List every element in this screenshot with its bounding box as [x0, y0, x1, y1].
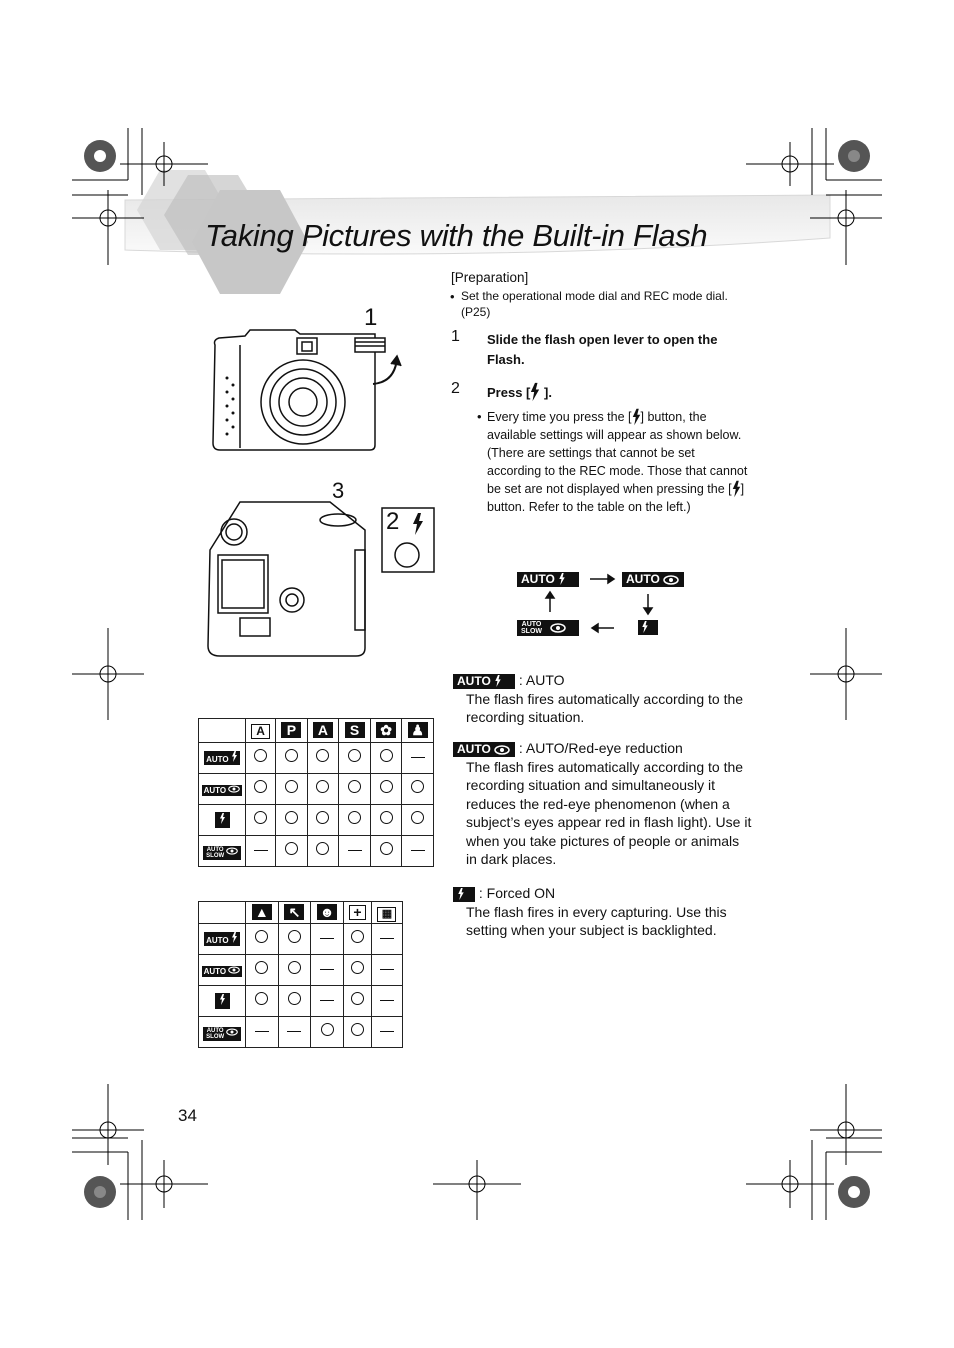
table-row	[199, 924, 403, 955]
mode-auto-redeye-heading	[453, 739, 753, 758]
unavailable-mark	[311, 955, 344, 986]
page-number: 34	[178, 1106, 197, 1125]
mode-auto-label: : AUTO	[518, 672, 565, 688]
table2-header-row	[199, 902, 403, 924]
unavailable-mark	[339, 836, 371, 867]
available-mark	[246, 805, 276, 836]
available-mark	[278, 955, 311, 986]
figure-label-2: 2	[386, 508, 400, 535]
table2-header-cell	[343, 902, 371, 924]
step-2-note	[487, 408, 749, 516]
available-mark	[339, 805, 371, 836]
mode-auto-heading	[453, 671, 753, 690]
available-mark	[343, 1017, 371, 1048]
available-mark	[402, 774, 434, 805]
available-mark	[307, 743, 339, 774]
night-portrait-icon: ☻	[317, 904, 337, 920]
available-mark	[246, 743, 276, 774]
available-mark	[343, 986, 371, 1017]
auto-redeye-badge: AUTO	[202, 785, 243, 796]
table1-corner	[199, 719, 246, 743]
person-icon: ♟	[408, 722, 428, 738]
row-mode-cell	[199, 805, 246, 836]
available-mark	[276, 743, 308, 774]
flash-icon	[457, 888, 465, 900]
available-mark	[246, 924, 279, 955]
figure-label-1: 1	[364, 304, 378, 331]
row-mode-cell	[199, 743, 246, 774]
preparation-bullet: Set the operational mode dial and REC mode dial. (P25)	[461, 289, 728, 319]
table-row	[199, 955, 403, 986]
table2-header-cell	[311, 902, 344, 924]
unavailable-mark	[371, 986, 402, 1017]
auto-label: AUTO	[521, 572, 555, 587]
table2-header-cell	[371, 902, 402, 924]
table1-header-cell	[339, 719, 371, 743]
unavailable-mark	[371, 1017, 402, 1048]
available-mark	[246, 986, 279, 1017]
unavailable-mark	[311, 986, 344, 1017]
macro-icon: ✿	[376, 722, 396, 738]
available-mark	[307, 805, 339, 836]
unavailable-mark	[371, 924, 402, 955]
available-mark	[307, 774, 339, 805]
auto-badge	[453, 674, 515, 689]
available-mark	[339, 743, 371, 774]
auto-badge: AUTO	[204, 932, 240, 946]
preparation-label: [Preparation]	[451, 270, 529, 285]
available-mark	[311, 1017, 344, 1048]
preparation-bullet-dot: •	[450, 289, 455, 304]
table-row	[199, 836, 434, 867]
table-row	[199, 805, 434, 836]
table1-header-cell	[307, 719, 339, 743]
step-2-note-part3: ] button. Refer to the table on the left.)	[487, 482, 745, 514]
available-mark	[343, 924, 371, 955]
row-mode-cell	[199, 836, 246, 867]
table1-header-cell	[276, 719, 308, 743]
auto-slow-badge: AUTO SLOW	[203, 1027, 241, 1041]
movie-icon: ▦	[377, 907, 396, 922]
step-2-note-part1: Every time you press the [	[487, 410, 632, 424]
auto-redeye-badge	[453, 742, 515, 757]
page-title: Taking Pictures with the Built-in Flash	[205, 218, 708, 253]
auto-label: AUTO	[457, 673, 491, 688]
available-mark	[370, 836, 402, 867]
sports-icon: ↖	[284, 904, 304, 920]
unavailable-mark	[246, 836, 276, 867]
available-mark	[278, 924, 311, 955]
auto-label: AUTO	[457, 741, 491, 756]
auto-slow-bottom: SLOW	[521, 627, 542, 635]
unavailable-mark	[371, 955, 402, 986]
eye-icon	[494, 745, 510, 755]
step-1-number: 1	[451, 328, 460, 345]
table2-header-cell	[278, 902, 311, 924]
flash-icon	[732, 480, 741, 498]
step-2-text-before: Press [	[487, 385, 531, 400]
table1-header-cell	[402, 719, 434, 743]
available-mark	[276, 774, 308, 805]
available-mark	[370, 743, 402, 774]
mode-auto-redeye-desc: The flash fires automatically according to the recording situation and simultaneously it reduces the red-eye phenomenon (when a subject’s eyes appear red in flash light). Use it when you take pictures of people or animals in dark places.	[466, 758, 752, 867]
mode-auto	[453, 671, 753, 727]
flash-icon	[412, 513, 424, 535]
available-mark	[246, 774, 276, 805]
mode-forced-on-desc: The flash fires in every capturing. Use this setting when your subject is backlighted.	[466, 903, 727, 938]
mode-forced-on-label: : Forced ON	[478, 885, 556, 901]
figure-label-3: 3	[332, 478, 345, 503]
camera-back-illustration	[200, 490, 440, 665]
available-mark	[276, 805, 308, 836]
step-2-note-dot: •	[477, 409, 482, 424]
row-mode-cell	[199, 924, 246, 955]
table-row	[199, 743, 434, 774]
flash-icon	[494, 675, 502, 687]
auto-redeye-badge: AUTO	[202, 966, 243, 977]
forced-on-badge	[215, 812, 230, 828]
table1-header-cell	[370, 719, 402, 743]
flash-icon	[632, 408, 641, 426]
step-1-text: Slide the flash open lever to open the Flash.	[487, 332, 718, 367]
unavailable-mark	[402, 836, 434, 867]
intelligent-auto-icon: A	[251, 724, 270, 739]
auto-slow-top: AUTO	[521, 620, 542, 628]
program-mode-icon: P	[281, 722, 301, 738]
step-2-note-part2: ] button, the available settings will appear as shown below. (There are settings that cannot be set according to the REC mode. Those that cannot be set are not displayed when pressing the [	[487, 410, 748, 496]
mode-auto-desc: The flash fires automatically according to the recording situation.	[466, 690, 744, 725]
mode-forced-on	[453, 884, 753, 940]
camera-front-illustration	[205, 300, 415, 460]
row-mode-cell	[199, 955, 246, 986]
shutter-priority-icon: S	[345, 722, 365, 738]
mode-compatibility-table-1	[198, 718, 434, 867]
unavailable-mark	[278, 1017, 311, 1048]
unavailable-mark	[311, 924, 344, 955]
plus-icon: +	[349, 905, 366, 920]
table2-header-cell	[246, 902, 279, 924]
aperture-priority-icon: A	[313, 722, 333, 738]
row-mode-cell	[199, 986, 246, 1017]
landscape-icon: ▲	[252, 904, 272, 920]
auto-label: AUTO	[626, 572, 660, 587]
table2-corner	[199, 902, 246, 924]
step-2-text-after: ].	[540, 385, 552, 400]
auto-badge: AUTO	[204, 751, 240, 765]
forced-on-badge	[215, 993, 230, 1009]
cycle-arrows	[540, 572, 670, 642]
step-2-text	[487, 382, 552, 403]
available-mark	[246, 955, 279, 986]
available-mark	[343, 955, 371, 986]
table-row	[199, 1017, 403, 1048]
available-mark	[370, 774, 402, 805]
mode-compatibility-table-2	[198, 901, 403, 1048]
available-mark	[370, 805, 402, 836]
auto-slow-badge: AUTO SLOW	[203, 846, 241, 860]
available-mark	[339, 774, 371, 805]
table-row	[199, 774, 434, 805]
available-mark	[276, 836, 308, 867]
step-2-number: 2	[451, 380, 460, 397]
mode-auto-redeye-label: : AUTO/Red-eye reduction	[518, 740, 683, 756]
table1-header-cell	[246, 719, 276, 743]
mode-auto-redeye	[453, 739, 753, 869]
flash-icon	[530, 382, 540, 402]
table1-header-row	[199, 719, 434, 743]
row-mode-cell	[199, 1017, 246, 1048]
mode-forced-on-heading	[453, 884, 753, 903]
table-row	[199, 986, 403, 1017]
available-mark	[278, 986, 311, 1017]
available-mark	[402, 805, 434, 836]
row-mode-cell	[199, 774, 246, 805]
unavailable-mark	[246, 1017, 279, 1048]
forced-on-badge	[453, 887, 475, 902]
unavailable-mark	[402, 743, 434, 774]
available-mark	[307, 836, 339, 867]
